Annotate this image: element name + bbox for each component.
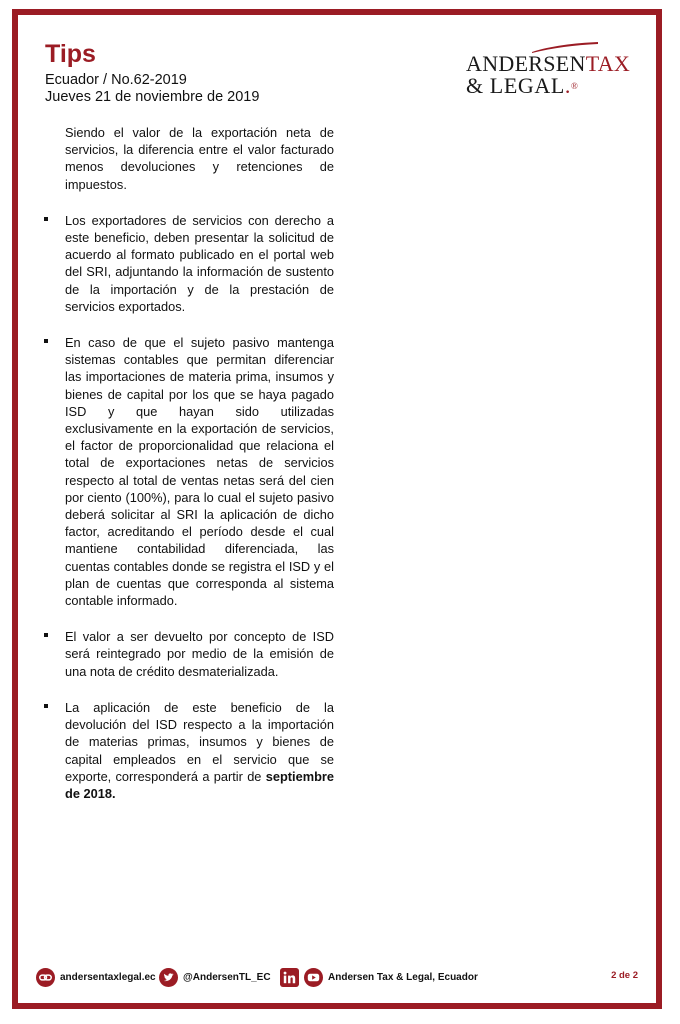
company-name[interactable]: Andersen Tax & Legal, Ecuador — [328, 971, 478, 983]
bullet-text: En caso de que el sujeto pasivo mantenga sistemas contables que permitan diferenciar las importaciones de materia prima, insumos y bienes de capital por los que se haya pagado ISD y que hayan sido utilizadas exclusivamente en la exportación de servicios, el factor de proporcionalidad que relaciona el total de exportaciones netas de servicios respecto al total de ventas netas será del cien por ciento (100%), para lo cual el sujeto pasivo deberá solicitar al SRI la aplicación de dicho factor, acreditando el período desde el cual mantiene contabilidad diferenciada, las cuentas contables donde se registra el ISD y el plan de cuentas que corresponda al sistema contable informado. — [65, 335, 334, 609]
website-link[interactable]: andersentaxlegal.ec — [60, 971, 156, 983]
bullet-icon — [44, 217, 48, 221]
logo-andersen: ANDERSEN — [466, 51, 586, 76]
bullet-icon — [44, 339, 48, 343]
bullet-icon — [44, 704, 48, 708]
youtube-icon — [304, 968, 323, 987]
twitter-icon — [159, 968, 178, 987]
twitter-handle[interactable]: @AndersenTL_EC — [183, 971, 271, 983]
bullet-icon — [44, 633, 48, 637]
bullet-item — [42, 334, 334, 609]
linkedin-icon — [280, 968, 299, 987]
registered-mark: ® — [571, 81, 579, 91]
page-title: Tips — [45, 40, 96, 68]
logo-legal: & LEGAL — [466, 73, 565, 98]
bullet-text: El valor a ser devuelto por concepto de ISD será reintegrado por medio de la emisión de una nota de crédito desmaterializada. — [65, 629, 334, 679]
bullet-item — [42, 628, 334, 680]
logo-line-2: & LEGAL.® — [466, 73, 579, 98]
bullet-text: La aplicación de este beneficio de la devolución del ISD respecto a la importación de materias primas, insumos y bienes de capital empleados en el servicio que se exporte, corresponderá a partir de — [65, 699, 334, 784]
link-icon — [36, 968, 55, 987]
paragraph — [42, 124, 334, 193]
page-number: 2 de 2 — [611, 970, 638, 981]
bullet-item — [42, 212, 334, 315]
paragraph-text: Siendo el valor de la exportación neta de servicios, la diferencia entre el valor facturado menos devoluciones y retenciones de impuestos. — [65, 125, 334, 192]
bullet-text: Los exportadores de servicios con derecho a este beneficio, deben presentar la solicitud de acuerdo al formato publicado en el portal web del SRI, adjuntando la información de sustento de la importación y de la prestación de servicios exportados. — [65, 212, 334, 314]
andersen-logo — [462, 40, 652, 100]
footer-twitter[interactable] — [159, 966, 271, 988]
document-body — [42, 124, 334, 821]
publication-date: Jueves 21 de noviembre de 2019 — [45, 89, 260, 105]
footer — [36, 966, 646, 988]
issue-number: Ecuador / No.62-2019 — [45, 72, 187, 88]
logo-tax: TAX — [585, 51, 631, 76]
bullet-bold-text: septiembre de 2018. — [65, 768, 334, 801]
footer-website[interactable] — [36, 966, 156, 988]
footer-social-company[interactable] — [280, 966, 478, 988]
bullet-item — [42, 699, 334, 802]
